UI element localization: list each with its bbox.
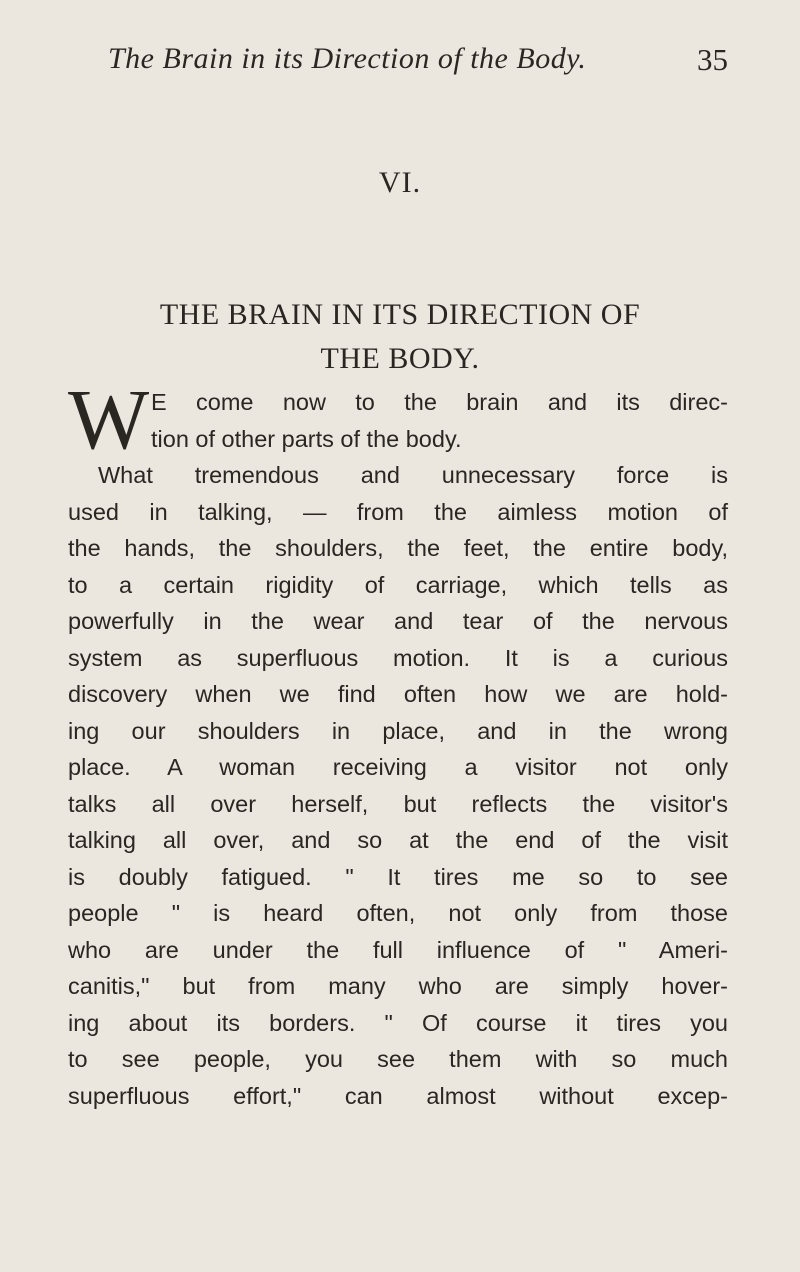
text-line: powerfully in the wear and tear of the nervous: [68, 608, 728, 634]
page-number: 35: [697, 42, 728, 77]
text-line: tion of other parts of the body.: [151, 425, 462, 452]
text-line: talks all over herself, but reflects the visitor's: [68, 790, 728, 817]
text-line: What tremendous and unnecessary force is: [98, 462, 728, 488]
text-line: discovery when we find often how we are hold-: [68, 681, 728, 707]
opening-paragraph-start: [68, 371, 728, 467]
text-line: who are under the full influence of " Ameri-: [68, 936, 728, 963]
drop-cap-lines: [151, 384, 728, 457]
text-line: is doubly fatigued. " It tires me so to see: [68, 863, 728, 890]
text-line: to see people, you see them with so much: [68, 1046, 728, 1072]
drop-cap: W: [68, 371, 150, 467]
text-line: system as superfluous motion. It is a curious: [68, 644, 728, 671]
chapter-title: [0, 293, 800, 381]
chapter-title-line: THE BODY.: [320, 342, 480, 375]
running-head: [108, 42, 728, 86]
chapter-title-line: THE BRAIN IN ITS DIRECTION OF: [159, 298, 641, 331]
chapter-number: VI.: [378, 166, 422, 199]
text-line: used in talking, — from the aimless motion of: [68, 498, 728, 525]
running-head-title: The Brain in its Direction of the Body.: [108, 42, 587, 75]
text-line: canitis," but from many who are simply hover-: [68, 973, 728, 999]
text-line: place. A woman receiving a visitor not only: [68, 754, 728, 780]
text-line: people " is heard often, not only from those: [68, 900, 728, 926]
text-line: talking all over, and so at the end of the visit: [68, 827, 728, 853]
text-line: to a certain rigidity of carriage, which tells as: [68, 571, 728, 598]
text-line: ing our shoulders in place, and in the wrong: [68, 717, 728, 744]
body-text: [68, 371, 728, 1114]
text-line: the hands, the shoulders, the feet, the entire body,: [68, 535, 728, 561]
text-line: ing about its borders. " Of course it tires you: [68, 1009, 728, 1036]
text-line: superfluous effort," can almost without excep-: [68, 1082, 728, 1109]
text-line: E come now to the brain and its direc-: [151, 389, 728, 415]
